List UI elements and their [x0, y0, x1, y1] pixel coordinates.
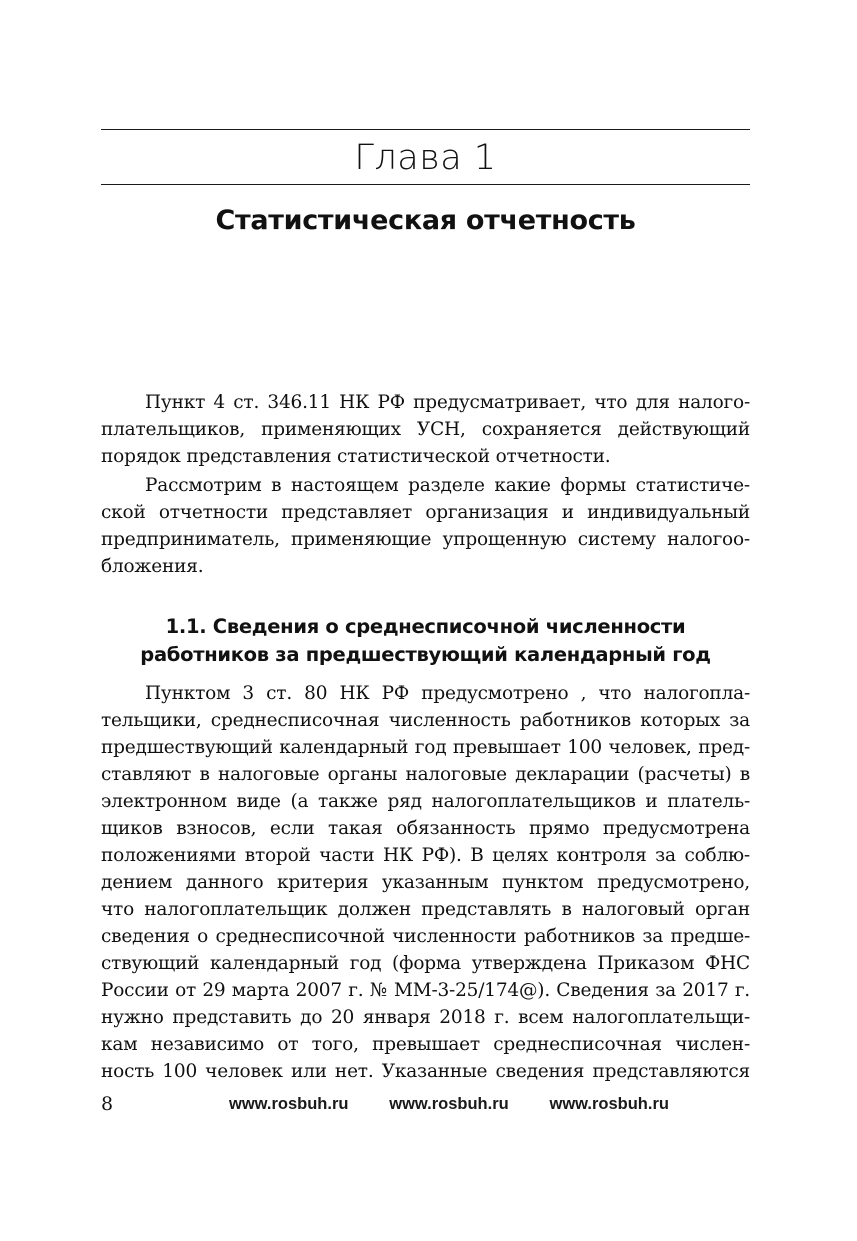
- intro-paragraph-2: [101, 472, 750, 580]
- text-line: Рассмотрим в настоящем разделе какие формы статистиче-: [145, 475, 750, 496]
- text-line: кам независимо от того, превышает среднесписочная числен-: [101, 1034, 750, 1055]
- text-line: предшествующий календарный год превышает 100 человек, пред-: [101, 737, 750, 758]
- text-line: России от 29 марта 2007 г. № ММ-3-25/174@). Сведения за 2017 г.: [101, 980, 750, 1001]
- section-heading-line: работников за предшествующий календарный год: [140, 643, 711, 666]
- section-heading-line: 1.1. Сведения о среднесписочной численности: [165, 615, 686, 638]
- footer-link[interactable]: www.rosbuh.ru: [389, 1095, 509, 1113]
- text-line: Пункт 4 ст. 346.11 НК РФ предусматривает, что для налого-: [145, 392, 750, 413]
- text-line: дением данного критерия указанным пунктом предусмотрено,: [101, 872, 750, 893]
- text-line: ской отчетности представляет организация и индивидуальный: [101, 502, 750, 523]
- text-line: предприниматель, применяющие упрощенную систему налогоо-: [101, 529, 750, 550]
- section-heading: [101, 613, 750, 669]
- chapter-title: Статистическая отчетность: [215, 205, 636, 236]
- chapter-top-rule: [101, 129, 750, 130]
- text-line: положениями второй части НК РФ). В целях контроля за соблю-: [101, 845, 750, 866]
- text-line: Пунктом 3 ст. 80 НК РФ предусмотрено , что налогопла-: [145, 683, 750, 704]
- page-number: 8: [101, 1093, 114, 1115]
- text-line: бложения.: [101, 556, 204, 577]
- text-line: ставляют в налоговые органы налоговые декларации (расчеты) в: [101, 764, 750, 785]
- text-line: электронном виде (а также ряд налогоплательщиков и платель-: [101, 791, 750, 812]
- text-line: щиков взносов, если такая обязанность прямо предусмотрена: [101, 818, 750, 839]
- section-paragraph: [101, 680, 750, 1085]
- text-line: тельщики, среднесписочная численность работников которых за: [101, 710, 750, 731]
- text-line: сведения о среднесписочной численности работников за предше-: [101, 926, 750, 947]
- text-line: ствующий календарный год (форма утверждена Приказом ФНС: [101, 953, 750, 974]
- footer-link[interactable]: www.rosbuh.ru: [229, 1095, 349, 1113]
- text-line: порядок представления статистической отчетности.: [101, 446, 611, 467]
- text-line: нужно представить до 20 января 2018 г. всем налогоплательщи-: [101, 1007, 750, 1028]
- text-line: плательщиков, применяющих УСН, сохраняется действующий: [101, 419, 750, 440]
- chapter-bottom-rule: [101, 184, 750, 185]
- intro-paragraph-1: [101, 389, 750, 470]
- text-line: что налогоплательщик должен представлять в налоговый орган: [101, 899, 750, 920]
- footer-links: [229, 1091, 669, 1117]
- chapter-label: Глава 1: [354, 138, 497, 178]
- footer-link[interactable]: www.rosbuh.ru: [549, 1095, 669, 1113]
- text-line: ность 100 человек или нет. Указанные сведения представляются: [101, 1061, 750, 1082]
